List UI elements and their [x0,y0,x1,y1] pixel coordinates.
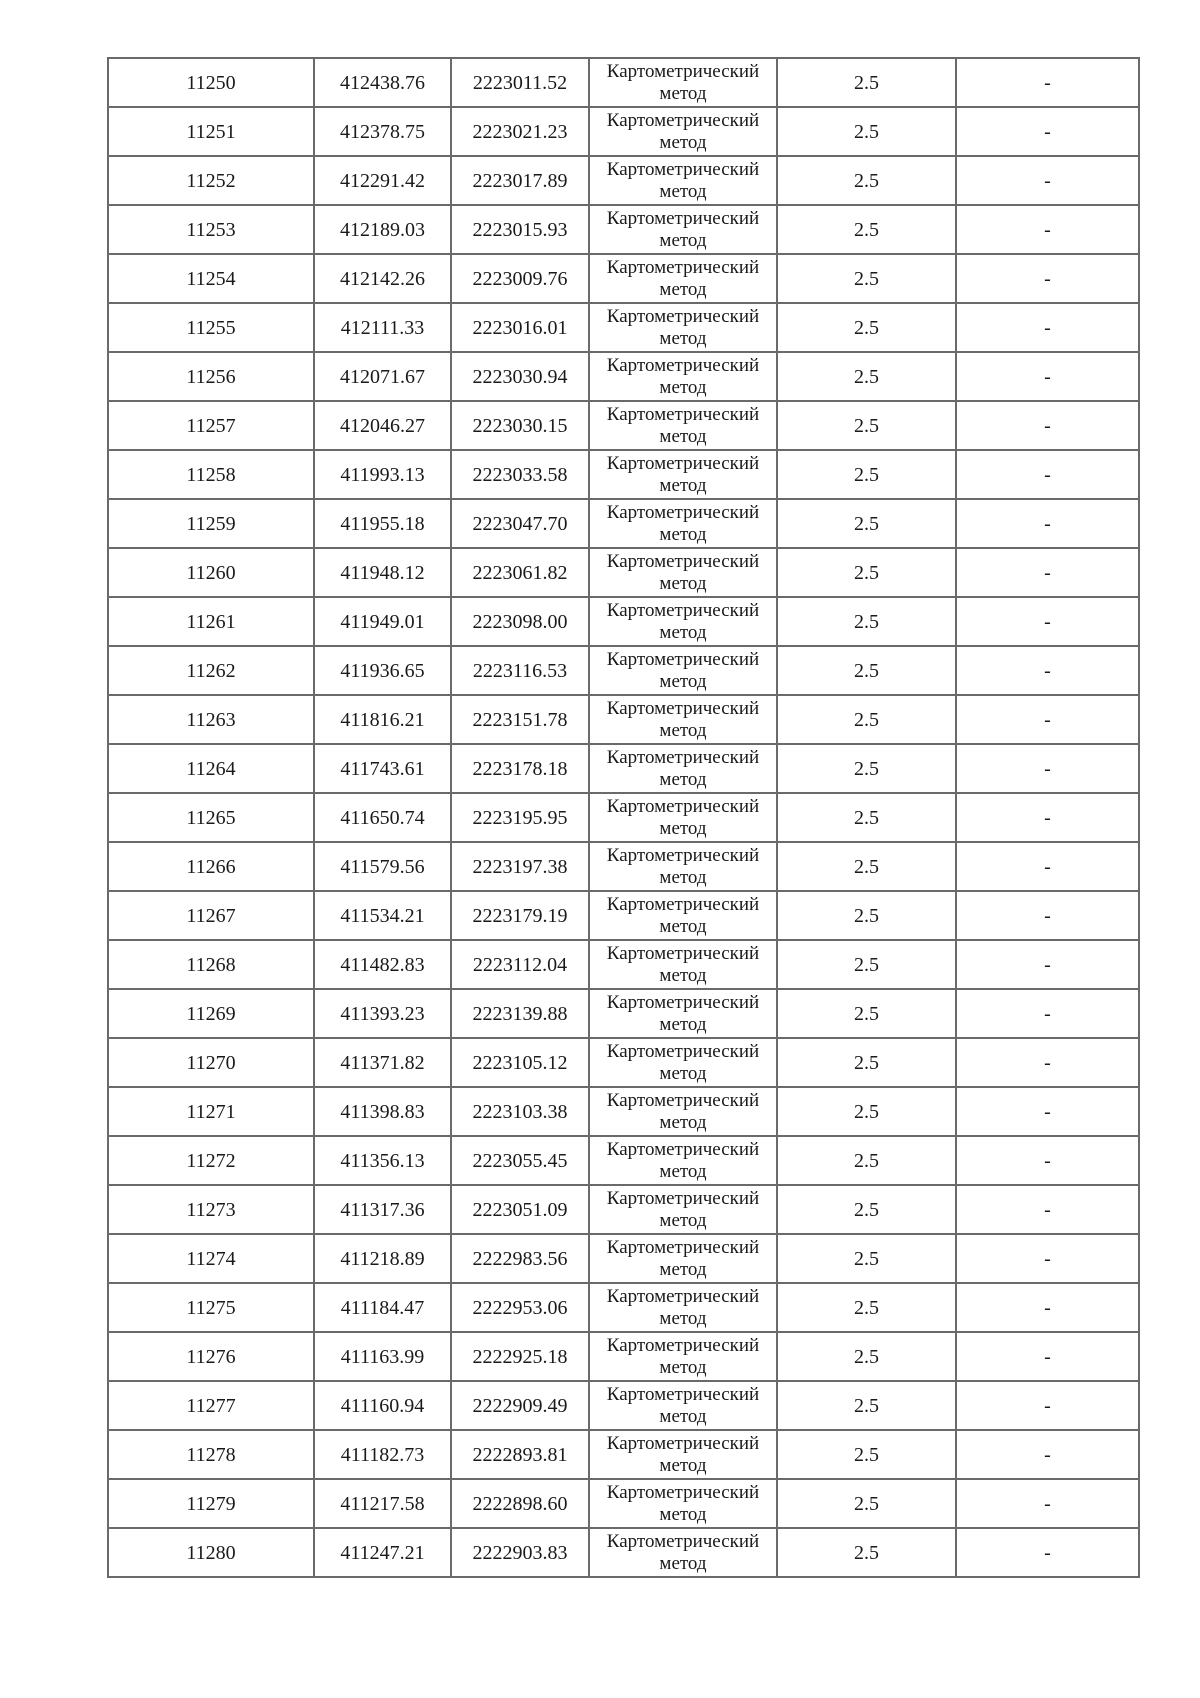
method-line-2: метод [659,1160,707,1182]
note-cell: - [956,352,1139,401]
accuracy-cell: 2.5 [777,891,956,940]
x-coordinate-cell: 412071.67 [314,352,451,401]
table-row [108,695,1139,744]
accuracy-cell: 2.5 [777,1479,956,1528]
point-number-cell: 11255 [108,303,314,352]
method-line-1: Картометрический [606,1383,760,1405]
note-cell: - [956,450,1139,499]
x-coordinate-cell: 411163.99 [314,1332,451,1381]
method-line-2: метод [659,131,707,153]
point-number-cell: 11262 [108,646,314,695]
accuracy-cell: 2.5 [777,205,956,254]
method-line-2: метод [659,82,707,104]
method-line-1: Картометрический [606,1334,760,1356]
table-row [108,156,1139,205]
method-line-2: метод [659,1111,707,1133]
y-coordinate-cell: 2223151.78 [451,695,589,744]
y-coordinate-cell: 2222893.81 [451,1430,589,1479]
point-number-cell: 11250 [108,58,314,107]
point-number-cell: 11251 [108,107,314,156]
x-coordinate-cell: 411955.18 [314,499,451,548]
accuracy-cell: 2.5 [777,989,956,1038]
table-row [108,1381,1139,1430]
point-number-cell: 11269 [108,989,314,1038]
method-line-2: метод [659,915,707,937]
method-line-1: Картометрический [606,354,760,376]
y-coordinate-cell: 2223055.45 [451,1136,589,1185]
accuracy-cell: 2.5 [777,1430,956,1479]
method-line-1: Картометрический [606,893,760,915]
method-cell [589,352,777,401]
method-line-1: Картометрический [606,746,760,768]
method-cell [589,1381,777,1430]
accuracy-cell: 2.5 [777,254,956,303]
method-line-2: метод [659,670,707,692]
accuracy-cell: 2.5 [777,842,956,891]
method-line-1: Картометрический [606,599,760,621]
note-cell: - [956,597,1139,646]
method-line-2: метод [659,1356,707,1378]
x-coordinate-cell: 411317.36 [314,1185,451,1234]
y-coordinate-cell: 2222925.18 [451,1332,589,1381]
note-cell: - [956,1332,1139,1381]
x-coordinate-cell: 411650.74 [314,793,451,842]
x-coordinate-cell: 411247.21 [314,1528,451,1577]
point-number-cell: 11276 [108,1332,314,1381]
point-number-cell: 11260 [108,548,314,597]
x-coordinate-cell: 411160.94 [314,1381,451,1430]
note-cell: - [956,744,1139,793]
y-coordinate-cell: 2223009.76 [451,254,589,303]
y-coordinate-cell: 2223178.18 [451,744,589,793]
x-coordinate-cell: 411743.61 [314,744,451,793]
accuracy-cell: 2.5 [777,646,956,695]
method-line-1: Картометрический [606,1089,760,1111]
y-coordinate-cell: 2223011.52 [451,58,589,107]
method-line-1: Картометрический [606,452,760,474]
method-cell [589,450,777,499]
accuracy-cell: 2.5 [777,548,956,597]
y-coordinate-cell: 2222903.83 [451,1528,589,1577]
point-number-cell: 11265 [108,793,314,842]
table-row [108,499,1139,548]
y-coordinate-cell: 2223030.15 [451,401,589,450]
note-cell: - [956,1038,1139,1087]
point-number-cell: 11275 [108,1283,314,1332]
table-row [108,1528,1139,1577]
x-coordinate-cell: 411393.23 [314,989,451,1038]
x-coordinate-cell: 411948.12 [314,548,451,597]
x-coordinate-cell: 411398.83 [314,1087,451,1136]
y-coordinate-cell: 2223195.95 [451,793,589,842]
note-cell: - [956,1381,1139,1430]
method-line-2: метод [659,1013,707,1035]
note-cell: - [956,793,1139,842]
table-row [108,205,1139,254]
table-row [108,940,1139,989]
table-row [108,597,1139,646]
accuracy-cell: 2.5 [777,597,956,646]
x-coordinate-cell: 412378.75 [314,107,451,156]
method-cell [589,1283,777,1332]
table-row [108,1234,1139,1283]
table-row [108,352,1139,401]
table-row [108,58,1139,107]
table-row [108,1038,1139,1087]
y-coordinate-cell: 2222953.06 [451,1283,589,1332]
table-row [108,401,1139,450]
method-line-1: Картометрический [606,648,760,670]
method-line-1: Картометрический [606,501,760,523]
method-cell [589,401,777,450]
method-cell [589,107,777,156]
x-coordinate-cell: 412189.03 [314,205,451,254]
point-number-cell: 11258 [108,450,314,499]
method-cell [589,1038,777,1087]
method-cell [589,1332,777,1381]
method-line-1: Картометрический [606,158,760,180]
method-line-2: метод [659,572,707,594]
method-cell [589,254,777,303]
accuracy-cell: 2.5 [777,744,956,793]
method-cell [589,205,777,254]
note-cell: - [956,1528,1139,1577]
method-line-2: метод [659,866,707,888]
point-number-cell: 11256 [108,352,314,401]
point-number-cell: 11266 [108,842,314,891]
y-coordinate-cell: 2223061.82 [451,548,589,597]
y-coordinate-cell: 2222909.49 [451,1381,589,1430]
method-line-1: Картометрический [606,1187,760,1209]
method-cell [589,303,777,352]
method-cell [589,499,777,548]
method-cell [589,940,777,989]
method-line-1: Картометрический [606,109,760,131]
method-cell [589,842,777,891]
note-cell: - [956,842,1139,891]
table-row [108,450,1139,499]
y-coordinate-cell: 2223021.23 [451,107,589,156]
table-row [108,1479,1139,1528]
note-cell: - [956,1087,1139,1136]
x-coordinate-cell: 411184.47 [314,1283,451,1332]
y-coordinate-cell: 2223098.00 [451,597,589,646]
coordinates-table-body [108,58,1139,1577]
table-row [108,793,1139,842]
method-cell [589,548,777,597]
y-coordinate-cell: 2223016.01 [451,303,589,352]
method-line-2: метод [659,1062,707,1084]
method-cell [589,58,777,107]
method-line-1: Картометрический [606,991,760,1013]
method-line-2: метод [659,1503,707,1525]
method-line-1: Картометрический [606,1481,760,1503]
method-line-1: Картометрический [606,207,760,229]
y-coordinate-cell: 2223197.38 [451,842,589,891]
y-coordinate-cell: 2223112.04 [451,940,589,989]
method-cell [589,1528,777,1577]
y-coordinate-cell: 2223105.12 [451,1038,589,1087]
method-line-2: метод [659,1209,707,1231]
point-number-cell: 11278 [108,1430,314,1479]
method-line-2: метод [659,474,707,496]
accuracy-cell: 2.5 [777,1136,956,1185]
point-number-cell: 11264 [108,744,314,793]
table-row [108,1430,1139,1479]
y-coordinate-cell: 2223116.53 [451,646,589,695]
point-number-cell: 11270 [108,1038,314,1087]
method-line-2: метод [659,964,707,986]
method-line-1: Картометрический [606,795,760,817]
point-number-cell: 11261 [108,597,314,646]
accuracy-cell: 2.5 [777,1283,956,1332]
method-line-2: метод [659,327,707,349]
x-coordinate-cell: 411993.13 [314,450,451,499]
note-cell: - [956,156,1139,205]
x-coordinate-cell: 411579.56 [314,842,451,891]
accuracy-cell: 2.5 [777,940,956,989]
table-row [108,891,1139,940]
accuracy-cell: 2.5 [777,1528,956,1577]
method-line-2: метод [659,1307,707,1329]
point-number-cell: 11254 [108,254,314,303]
y-coordinate-cell: 2223047.70 [451,499,589,548]
method-line-2: метод [659,1552,707,1574]
x-coordinate-cell: 411217.58 [314,1479,451,1528]
point-number-cell: 11259 [108,499,314,548]
method-line-1: Картометрический [606,1138,760,1160]
table-row [108,842,1139,891]
method-cell [589,793,777,842]
note-cell: - [956,695,1139,744]
note-cell: - [956,499,1139,548]
note-cell: - [956,1430,1139,1479]
coordinates-table [107,57,1140,1578]
method-cell [589,1430,777,1479]
method-cell [589,1479,777,1528]
table-row [108,646,1139,695]
x-coordinate-cell: 412291.42 [314,156,451,205]
note-cell: - [956,107,1139,156]
method-line-1: Картометрический [606,60,760,82]
y-coordinate-cell: 2223139.88 [451,989,589,1038]
point-number-cell: 11263 [108,695,314,744]
method-line-2: метод [659,180,707,202]
accuracy-cell: 2.5 [777,156,956,205]
accuracy-cell: 2.5 [777,695,956,744]
method-line-1: Картометрический [606,942,760,964]
method-line-2: метод [659,621,707,643]
table-row [108,1087,1139,1136]
method-line-2: метод [659,523,707,545]
table-row [108,303,1139,352]
method-cell [589,891,777,940]
point-number-cell: 11252 [108,156,314,205]
accuracy-cell: 2.5 [777,450,956,499]
x-coordinate-cell: 411371.82 [314,1038,451,1087]
y-coordinate-cell: 2223017.89 [451,156,589,205]
x-coordinate-cell: 412111.33 [314,303,451,352]
x-coordinate-cell: 411816.21 [314,695,451,744]
x-coordinate-cell: 411482.83 [314,940,451,989]
method-line-1: Картометрический [606,1040,760,1062]
point-number-cell: 11272 [108,1136,314,1185]
accuracy-cell: 2.5 [777,1087,956,1136]
method-cell [589,1136,777,1185]
accuracy-cell: 2.5 [777,793,956,842]
method-line-1: Картометрический [606,697,760,719]
accuracy-cell: 2.5 [777,1038,956,1087]
method-cell [589,597,777,646]
accuracy-cell: 2.5 [777,303,956,352]
note-cell: - [956,646,1139,695]
point-number-cell: 11279 [108,1479,314,1528]
method-line-2: метод [659,376,707,398]
accuracy-cell: 2.5 [777,1234,956,1283]
method-cell [589,646,777,695]
note-cell: - [956,940,1139,989]
note-cell: - [956,989,1139,1038]
table-row [108,548,1139,597]
y-coordinate-cell: 2223030.94 [451,352,589,401]
method-cell [589,1234,777,1283]
table-row [108,1136,1139,1185]
note-cell: - [956,401,1139,450]
method-cell [589,989,777,1038]
method-line-2: метод [659,278,707,300]
table-row [108,989,1139,1038]
note-cell: - [956,1479,1139,1528]
point-number-cell: 11271 [108,1087,314,1136]
point-number-cell: 11253 [108,205,314,254]
x-coordinate-cell: 411534.21 [314,891,451,940]
method-line-2: метод [659,229,707,251]
accuracy-cell: 2.5 [777,499,956,548]
note-cell: - [956,254,1139,303]
method-line-1: Картометрический [606,1236,760,1258]
point-number-cell: 11277 [108,1381,314,1430]
table-row [108,744,1139,793]
note-cell: - [956,58,1139,107]
method-cell [589,744,777,793]
accuracy-cell: 2.5 [777,352,956,401]
x-coordinate-cell: 411356.13 [314,1136,451,1185]
note-cell: - [956,891,1139,940]
x-coordinate-cell: 412046.27 [314,401,451,450]
method-line-2: метод [659,1405,707,1427]
method-line-2: метод [659,719,707,741]
x-coordinate-cell: 411218.89 [314,1234,451,1283]
note-cell: - [956,1136,1139,1185]
method-cell [589,156,777,205]
table-row [108,1332,1139,1381]
method-cell [589,695,777,744]
accuracy-cell: 2.5 [777,58,956,107]
x-coordinate-cell: 412142.26 [314,254,451,303]
y-coordinate-cell: 2223033.58 [451,450,589,499]
x-coordinate-cell: 411949.01 [314,597,451,646]
method-cell [589,1185,777,1234]
y-coordinate-cell: 2223103.38 [451,1087,589,1136]
y-coordinate-cell: 2222898.60 [451,1479,589,1528]
method-line-1: Картометрический [606,1530,760,1552]
method-line-1: Картометрический [606,844,760,866]
point-number-cell: 11267 [108,891,314,940]
note-cell: - [956,1234,1139,1283]
method-line-1: Картометрический [606,305,760,327]
y-coordinate-cell: 2223179.19 [451,891,589,940]
method-line-1: Картометрический [606,403,760,425]
accuracy-cell: 2.5 [777,1381,956,1430]
point-number-cell: 11268 [108,940,314,989]
y-coordinate-cell: 2223051.09 [451,1185,589,1234]
note-cell: - [956,1185,1139,1234]
point-number-cell: 11280 [108,1528,314,1577]
table-row [108,1283,1139,1332]
method-line-2: метод [659,1454,707,1476]
table-row [108,107,1139,156]
method-cell [589,1087,777,1136]
accuracy-cell: 2.5 [777,401,956,450]
accuracy-cell: 2.5 [777,107,956,156]
method-line-2: метод [659,817,707,839]
method-line-1: Картометрический [606,256,760,278]
table-row [108,1185,1139,1234]
accuracy-cell: 2.5 [777,1185,956,1234]
accuracy-cell: 2.5 [777,1332,956,1381]
method-line-1: Картометрический [606,1432,760,1454]
point-number-cell: 11273 [108,1185,314,1234]
x-coordinate-cell: 411182.73 [314,1430,451,1479]
method-line-2: метод [659,1258,707,1280]
y-coordinate-cell: 2222983.56 [451,1234,589,1283]
method-line-2: метод [659,768,707,790]
x-coordinate-cell: 412438.76 [314,58,451,107]
note-cell: - [956,548,1139,597]
method-line-1: Картометрический [606,550,760,572]
note-cell: - [956,1283,1139,1332]
note-cell: - [956,303,1139,352]
y-coordinate-cell: 2223015.93 [451,205,589,254]
point-number-cell: 11257 [108,401,314,450]
method-line-2: метод [659,425,707,447]
x-coordinate-cell: 411936.65 [314,646,451,695]
note-cell: - [956,205,1139,254]
table-row [108,254,1139,303]
point-number-cell: 11274 [108,1234,314,1283]
method-line-1: Картометрический [606,1285,760,1307]
